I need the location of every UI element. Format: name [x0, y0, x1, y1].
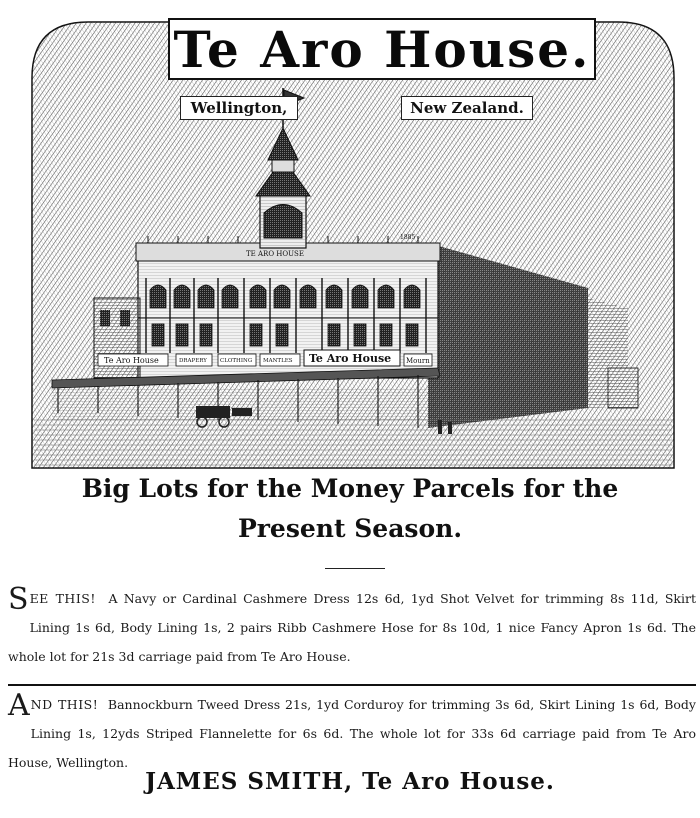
main-sign: Te Aro House [309, 352, 392, 365]
ad-lead: ND THIS! [30, 697, 99, 712]
building-engraving [28, 8, 678, 470]
ad-body: Bannockburn Tweed Dress 21s, 1yd Corduroy for trimming 3s 6d, Skirt Lining 1s 6d, Body Lining 1s, 12yds Striped Flannelette for 6s 6d. The whole lot for 33s 6d carriage paid from Te Aro House, Wellington. [8, 697, 696, 770]
title-box [168, 18, 596, 80]
location-label-country: New Zealand. [401, 96, 533, 120]
dropcap: A [8, 688, 30, 723]
divider-short [325, 568, 385, 569]
ad-paragraph-2 [8, 690, 696, 777]
headline-line-2: Present Season. [237, 514, 463, 543]
dropcap: S [8, 582, 29, 617]
divider-full [8, 684, 696, 686]
facade-date: 1885 [400, 234, 416, 241]
ad-paragraph-1 [8, 584, 696, 671]
ad-body: A Navy or Cardinal Cashmere Dress 12s 6d, 1yd Shot Velvet for trimming 8s 11d, Skirt Lining 1s 6d, Body Lining 1s, 2 pairs Ribb Cashmere Hose for 8s 10d, 1 nice Fancy Apron 1s 6d. The whole lot for 21s 3d carriage paid from Te Aro House. [8, 591, 696, 664]
ad-lead: EE THIS! [29, 591, 96, 606]
drapery-sign: DRAPERY [179, 358, 207, 364]
clothing-sign: CLOTHING [220, 358, 253, 364]
street [34, 418, 672, 466]
signature: JAMES SMITH, Te Aro House. [145, 768, 555, 795]
mantles-sign: MANTLES [263, 358, 293, 364]
headline-line-1: Big Lots for the Money Parcels for the [81, 474, 619, 503]
side-sign: Te Aro House [104, 356, 159, 365]
location-label-city: Wellington, [180, 96, 298, 120]
mourning-sign: Mourn [406, 357, 430, 365]
page-title: Te Aro House. [173, 19, 591, 79]
facade-sign: TE ARO HOUSE [246, 250, 304, 258]
